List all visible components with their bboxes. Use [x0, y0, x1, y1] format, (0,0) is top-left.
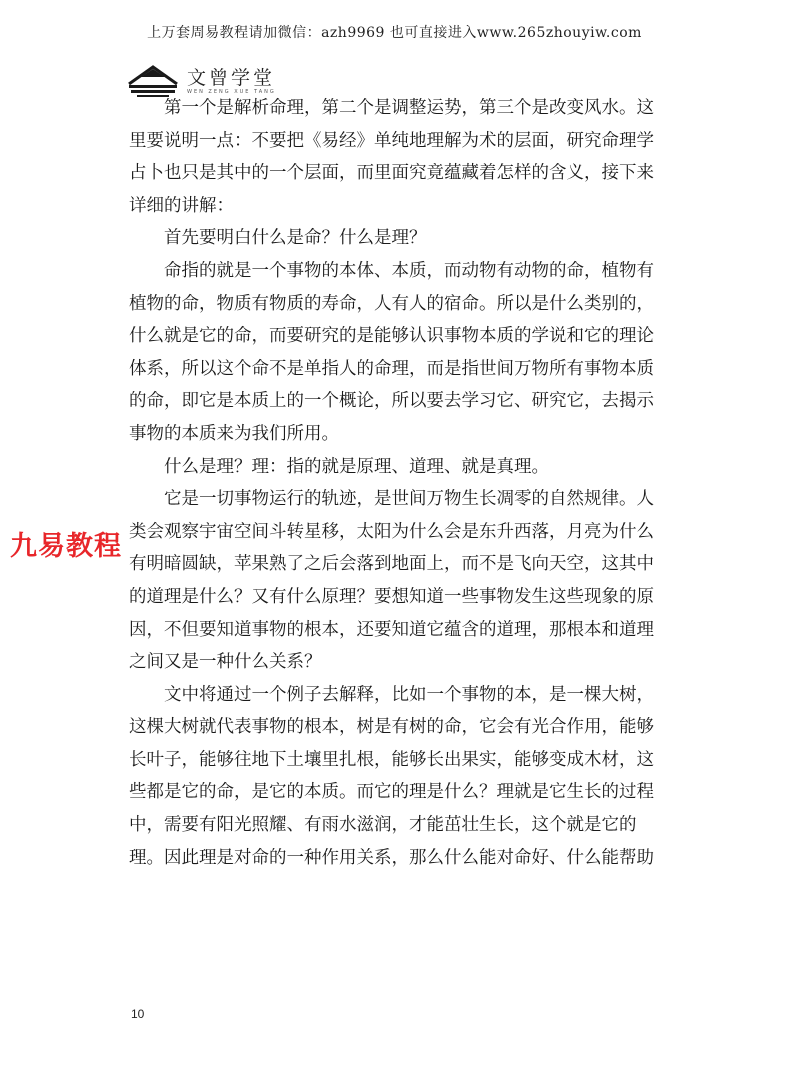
page-number: 10 — [131, 1007, 145, 1021]
body-text — [129, 92, 669, 874]
paragraph-5: 它是一切事物运行的轨迹，是世间万物生长凋零的自然规律。人类会观察宇宙空间斗转星移，太阳为什么会是东升西落，月亮为什么有明暗圆缺，苹果熟了之后会落到地面上，而不是飞向天空，这其中的道理是什么？又有什么原理？要想知道一些事物发生这些现象的原因，不但要知道事物的根本，还要知道它蕴含的道理，那根本和道理之间又是一种什么关系？ — [129, 489, 654, 673]
header-note: 上万套周易教程请加微信：azh9969 也可直接进入www.265zhouyiw.com — [147, 25, 642, 41]
paragraph-2: 首先要明白什么是命？什么是理？ — [164, 228, 427, 249]
logo-title: 文曾学堂 — [187, 67, 276, 89]
paragraph-1: 第一个是解析命理，第二个是调整运势，第三个是改变风水。这里要说明一点：不要把《易经》单纯地理解为术的层面，研究命理学占卜也只是其中的一个层面，而里面究竟蕴藏着怎样的含义，接下来详细的讲解： — [129, 98, 654, 216]
paragraph-4: 什么是理？理：指的就是原理、道理、就是真理。 — [164, 456, 549, 477]
paragraph-6: 文中将通过一个例子去解释，比如一个事物的本，是一棵大树，这棵大树就代表事物的根本，树是有树的命，它会有光合作用，能够长叶子，能够往地下土壤里扎根，能够长出果实，能够变成木材，这些都是它的命，是它的本质。而它的理是什么？理就是它生长的过程中，需要有阳光照耀、有雨水滋润，才能茁壮生长，这个就是它的理。因此理是对命的一种作用关系，那么什么能对命好、什么能帮助 — [129, 684, 654, 868]
paragraph-3: 命指的就是一个事物的本体、本质，而动物有动物的命，植物有植物的命，物质有物质的寿命，人有人的宿命。所以是什么类别的，什么就是它的命，而要研究的是能够认识事物本质的学说和它的理论体系，所以这个命不是单指人的命理，而是指世间万物所有事物本质的命，即它是本质上的一个概论，所以要去学习它、研究它，去揭示事物的本质来为我们所用。 — [129, 260, 654, 444]
logo-subtitle: WEN ZENG XUE TANG — [187, 89, 276, 95]
watermark-text: 九易教程 — [10, 531, 122, 562]
